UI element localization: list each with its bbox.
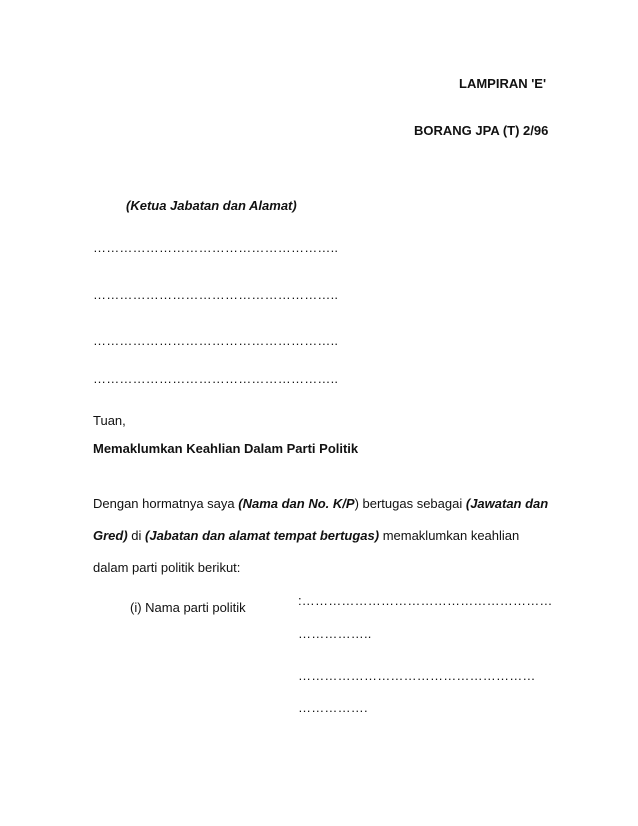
body-text-1: Dengan hormatnya saya (93, 496, 239, 511)
party-name-line-2: …………….. (298, 626, 372, 641)
address-line-3: ……………………………………………….. (93, 333, 339, 348)
recipient-heading: (Ketua Jabatan dan Alamat) (126, 198, 297, 213)
body-text-3: ) bertugas sebagai (354, 496, 466, 511)
body-text-6: (Jabatan dan alamat tempat bertugas) (145, 528, 380, 543)
lampiran-label: LAMPIRAN 'E' (459, 76, 547, 91)
body-text-7: memaklumkan keahlian dalam parti politik berikut: (93, 528, 520, 575)
party-name-label: (i) Nama parti politik (130, 600, 246, 615)
borang-label: BORANG JPA (T) 2/96 (414, 123, 549, 138)
salutation: Tuan, (93, 413, 126, 428)
party-name-line-4: ……………. (298, 700, 368, 715)
address-line-1: ……………………………………………….. (93, 240, 339, 255)
subject-line: Memaklumkan Keahlian Dalam Parti Politik (93, 441, 359, 456)
body-text-4: (Jawatan dan Gred) (93, 496, 549, 543)
party-name-line-3: ……………………………………………… (298, 668, 536, 683)
body-text-5: di (127, 528, 146, 543)
party-name-line-1: :………………………………………………… (298, 593, 553, 608)
body-paragraph (93, 488, 553, 584)
address-line-2: ……………………………………………….. (93, 287, 339, 302)
address-line-4: ……………………………………………….. (93, 371, 339, 386)
body-text-2: (Nama dan No. K/P (238, 496, 355, 511)
